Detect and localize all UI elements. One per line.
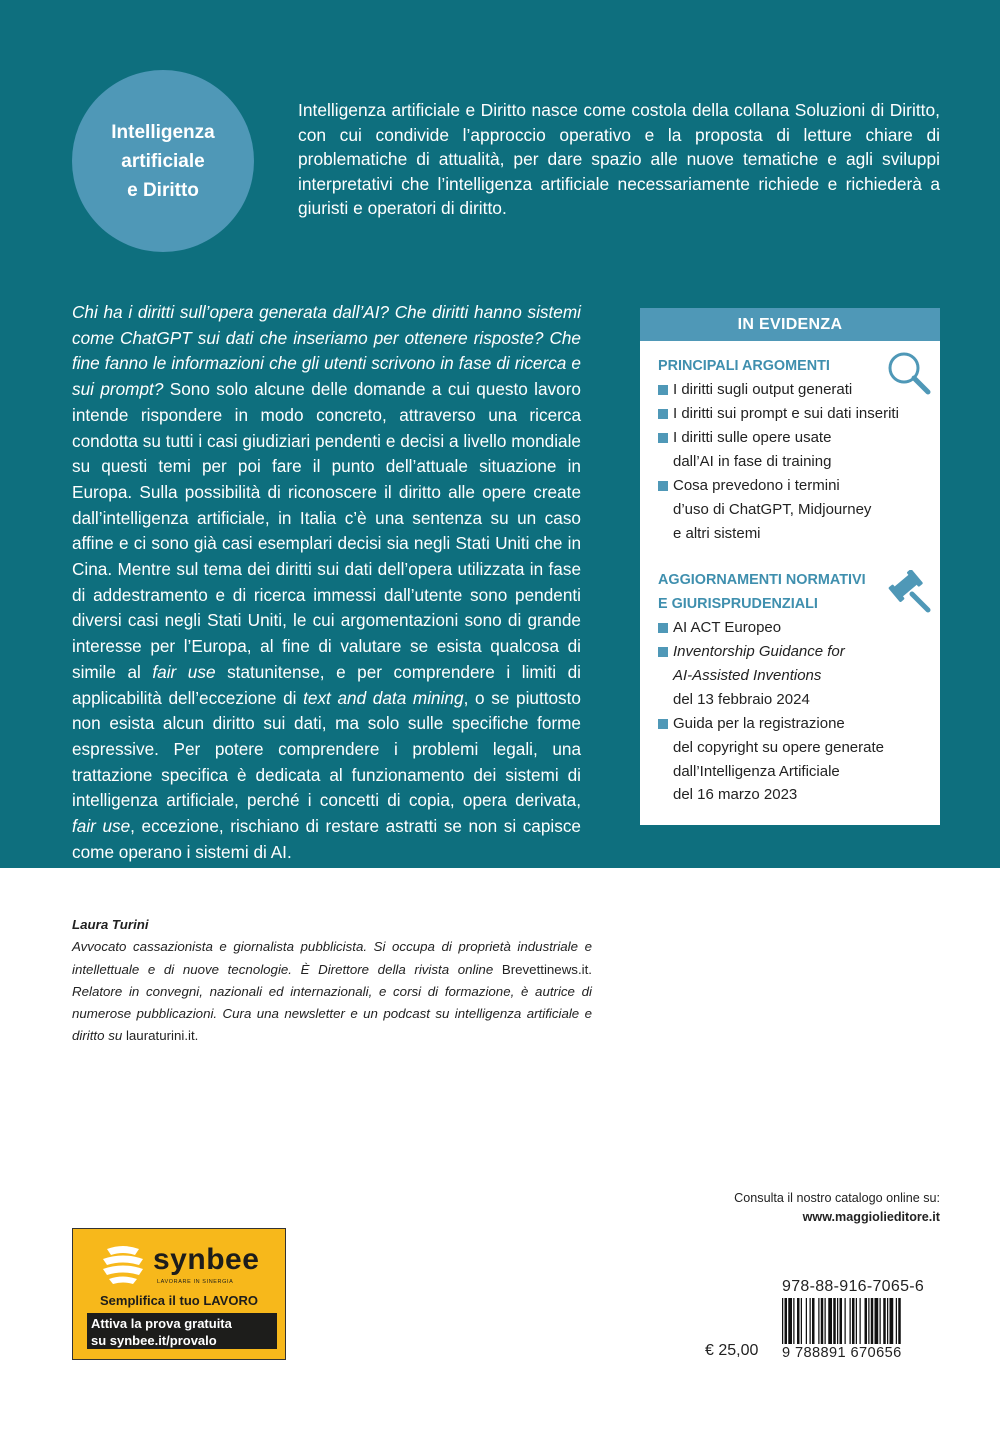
list-item-text: Guida per la registrazione: [673, 715, 845, 732]
barcode-bar: [898, 1298, 901, 1344]
highlights-box: [640, 308, 940, 825]
author-bio-text: [72, 936, 592, 1047]
tdm-term: text and data mining: [303, 687, 464, 708]
barcode-bar: [871, 1298, 874, 1344]
barcode-bar: [896, 1298, 897, 1344]
barcode-bar: [797, 1298, 800, 1344]
list-item-text: del 13 febbraio 2024: [673, 690, 810, 708]
ad-cta-box: [87, 1313, 277, 1349]
list-item-text: dall’AI in fase di training: [673, 452, 832, 470]
barcode-bar: [860, 1298, 861, 1344]
barcode: [782, 1298, 952, 1344]
bio-website: Brevettinews.it.: [501, 961, 592, 977]
series-badge: [72, 70, 254, 252]
bullet-square: [658, 385, 668, 395]
ad-slogan-part: Semplifica il tuo: [100, 1293, 204, 1308]
list-item-text: e altri sistemi: [673, 524, 761, 542]
bio-website: lauraturini.it.: [125, 1028, 199, 1044]
book-description: [72, 300, 581, 865]
ad-cta-line: su synbee.it/provalo: [91, 1332, 217, 1348]
description-part: statunitense, e per comprendere i limiti di applicabilità dell’eccezione di: [72, 661, 581, 708]
barcode-bar: [875, 1298, 879, 1344]
synbee-logo-icon: [101, 1243, 145, 1285]
catalog-text: Consulta il nostro catalogo online su:: [734, 1191, 940, 1205]
list-item: [658, 616, 781, 640]
barcode-bar: [788, 1298, 792, 1344]
bullet-square: [658, 433, 668, 443]
bullet-square: [658, 623, 668, 633]
barcode-bar: [810, 1298, 811, 1344]
barcode-bar: [801, 1298, 802, 1344]
list-item: [658, 426, 831, 474]
barcode-bar: [833, 1298, 836, 1344]
series-intro: [298, 98, 940, 221]
list-item-text: I diritti sugli output generati: [673, 381, 853, 398]
magnifier-icon: [884, 348, 932, 396]
section-title-line: AGGIORNAMENTI NORMATIVI: [658, 572, 866, 588]
series-badge-line: artificiale: [121, 150, 205, 172]
book-description-text: [72, 300, 581, 865]
barcode-bar: [845, 1298, 846, 1344]
barcode-bar: [821, 1298, 824, 1344]
barcode-number: 9 788891 670656: [782, 1345, 902, 1361]
list-item-text: AI ACT Europeo: [673, 619, 782, 636]
barcode-bar: [818, 1298, 819, 1344]
ad-tagline: LAVORARE IN SINERGIA: [157, 1279, 234, 1285]
barcode-bar: [852, 1298, 855, 1344]
list-item-text: [658, 640, 845, 664]
bio-part: Avvocato cassazionista e giornalista pubblicista. Si occupa di proprietà industriale e intellettuale e di nuove tecnologie. È Direttore della rivista online: [72, 939, 592, 977]
barcode-bar: [825, 1298, 826, 1344]
bio-part: Relatore in convegni, nazionali ed internazionali, e corsi di formazione, è autrice di numerose pubblicazioni. Cura una newsletter e un podcast su intelligenza artificiale e diritto su: [72, 983, 592, 1044]
description-part: Sono solo alcune delle domande a cui questo lavoro intende rispondere in modo concreto, attraverso una ricerca condotta su tutti i casi giudiziari pendenti e decisi a livello mondiale su questi temi per poi fare il punto dell’attuale situazione in Europa. Sulla possibilità di riconoscere il diritto alle opere create dall’intelligenza artificiale, in Italia c’è una sentenza su un caso affine e ci sono già casi esemplari decisi sia negli Stati Uniti che in Cina. Mentre sul tema dei diritti sui dati dell’opera utilizzata in fase di addestramento e di ricerca immessi dall’utente sono pendenti diversi casi negli Stati Uniti, le cui argomentazioni sono di grande interesse per l’Europa, al fine di valutare se esista qualcosa di simile al: [72, 379, 581, 682]
list-item: [658, 378, 852, 402]
fair-use-term: fair use: [152, 661, 216, 682]
series-badge-line: e Diritto: [127, 179, 199, 201]
synbee-ad: [72, 1228, 286, 1360]
section-title-main-topics: PRINCIPALI ARGOMENTI: [658, 358, 830, 374]
publisher-url: www.maggiolieditore.it: [802, 1210, 940, 1224]
list-item-text: I diritti sui prompt e sui dati inseriti: [673, 405, 899, 422]
series-intro-text: Intelligenza artificiale e Diritto nasce come costola della collana Soluzioni di Diritto, con cui condivide l’approccio operativo e la proposta di letture chiare di problematiche di attualità, per dare spazio alle nuove tematiche e agli sviluppi interpretativi che l’intelligenza artificiale necessariamente richiede e richiederà a giuristi e operatori di diritto.: [298, 100, 940, 219]
catalog-note: [734, 1189, 940, 1227]
bullet-square: [658, 719, 668, 729]
barcode-bar: [887, 1298, 888, 1344]
bullet-square: [658, 481, 668, 491]
fair-use-term: fair use: [72, 816, 131, 837]
list-item: [658, 712, 884, 807]
description-part: , eccezione, rischiano di restare astratti se non si capisce come operano i sistemi di AI.: [72, 816, 581, 862]
list-item-text: [658, 664, 845, 688]
isbn: 978-88-916-7065-6: [782, 1278, 925, 1295]
guidance-title: Inventorship Guidance for: [673, 643, 845, 660]
author-bio: [72, 914, 592, 1048]
ad-brand: synbee: [153, 1243, 260, 1276]
barcode-bar: [850, 1298, 851, 1344]
ad-slogan: [73, 1293, 285, 1308]
opening-questions: Chi ha i diritti sull’opera generata dall’AI? Che diritti hanno sistemi come ChatGPT sui dati che inseriamo per ottenere risposte? Che fine fanno le informazioni che gli utenti scrivono in fase di ricerca e sui prompt?: [72, 302, 581, 400]
barcode-bar: [840, 1298, 843, 1344]
bullet-square: [658, 409, 668, 419]
ad-cta-text: [87, 1313, 277, 1349]
list-item-text: Cosa prevedono i termini: [673, 477, 840, 494]
bullet-square: [658, 647, 668, 657]
barcode-bar: [883, 1298, 886, 1344]
gavel-icon: [888, 570, 932, 614]
list-item-text: dall’Intelligenza Artificiale: [673, 762, 840, 780]
list-item-text: I diritti sulle opere usate: [673, 429, 832, 446]
barcode-bar: [793, 1298, 794, 1344]
ad-slogan-emphasis: LAVORO: [203, 1293, 258, 1308]
price: € 25,00: [705, 1342, 759, 1359]
barcode-bar: [880, 1298, 881, 1344]
ad-cta-line: Attiva la prova gratuita: [91, 1316, 232, 1331]
section-title-line: E GIURISPRUDENZIALI: [658, 596, 818, 612]
guidance-title: AI-Assisted Inventions: [673, 666, 822, 684]
list-item: [658, 640, 845, 711]
barcode-bar: [890, 1298, 894, 1344]
barcode-bar: [785, 1298, 788, 1344]
section-title-updates: [658, 568, 866, 616]
list-item: [658, 474, 871, 545]
description-part: , o se piuttosto non esista alcun diritto sui dati, ma solo sulle specifiche forme espressive. Per potere comprendere i problemi legali, una trattazione specifica è dedicata al funzionamento dei sistemi di intelligenza artificiale, perché i concetti di copia, opera derivata,: [72, 687, 581, 811]
barcode-bar: [806, 1298, 807, 1344]
series-badge-line: Intelligenza: [111, 121, 215, 143]
barcode-bar: [865, 1298, 868, 1344]
barcode-bar: [837, 1298, 838, 1344]
barcode-bar: [856, 1298, 857, 1344]
list-item: [658, 402, 899, 426]
highlights-header: IN EVIDENZA: [640, 308, 940, 341]
barcode-bar: [828, 1298, 832, 1344]
barcode-bar: [812, 1298, 815, 1344]
barcode-bar: [868, 1298, 869, 1344]
list-item-text: d’uso di ChatGPT, Midjourney: [673, 500, 872, 518]
barcode-bar: [782, 1298, 783, 1344]
list-item-text: del 16 marzo 2023: [673, 786, 798, 804]
author-name: Laura Turini: [72, 917, 149, 932]
list-item-text: del copyright su opere generate: [673, 738, 884, 756]
